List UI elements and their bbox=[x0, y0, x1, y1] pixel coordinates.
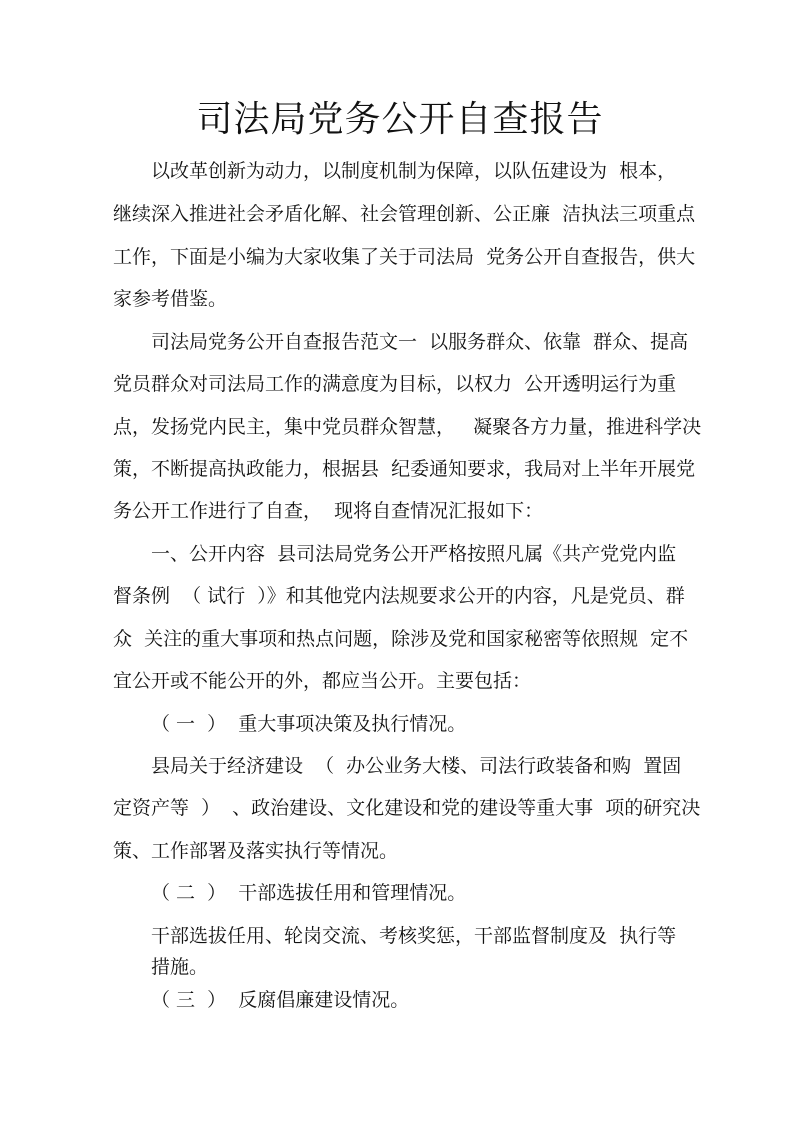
paragraph-line: 定资产等 ） 、政治建设、文化建设和党的建设等重大事 项的研究决 bbox=[113, 797, 701, 819]
paragraph-line: 众 关注的重大事项和热点问题，除涉及党和国家秘密等依照规 定不 bbox=[113, 628, 689, 650]
paragraph-line: 司法局党务公开自查报告范文一 以服务群众、依靠 群众、提高 bbox=[151, 331, 689, 353]
paragraph-line: 以改革创新为动力，以制度机制为保障，以队伍建设为 根本， bbox=[151, 160, 677, 182]
section-heading: （ 一 ） 重大事项决策及执行情况。 bbox=[151, 713, 467, 735]
paragraph-line: 一、公开内容 县司法局党务公开严格按照凡属《共产党党内监 bbox=[151, 543, 677, 565]
paragraph-line: 县局关于经济建设 （ 办公业务大楼、司法行政装备和购 置固 bbox=[151, 755, 682, 777]
paragraph-line: 务公开工作进行了自查， 现将自查情况汇报如下： bbox=[113, 500, 544, 522]
paragraph-line: 干部选拔任用、轮岗交流、考核奖惩，干部监督制度及 执行等 bbox=[151, 925, 677, 947]
paragraph-line: 策，不断提高执政能力，根据县 纪委通知要求，我局对上半年开展党 bbox=[113, 458, 696, 480]
paragraph-line: 点，发扬党内民主，集中党员群众智慧， 凝聚各方力量，推进科学决 bbox=[113, 416, 702, 438]
paragraph-line: 宜公开或不能公开的外，都应当公开。主要包括： bbox=[113, 670, 532, 692]
paragraph-line: 继续深入推进社会矛盾化解、社会管理创新、公正廉 洁执法三项重点 bbox=[113, 203, 696, 225]
paragraph-line: 党员群众对司法局工作的满意度为目标，以权力 公开透明运行为重 bbox=[113, 373, 677, 395]
document-title: 司法局党务公开自查报告 bbox=[196, 99, 604, 140]
section-heading: （ 三 ） 反腐倡廉建设情况。 bbox=[151, 989, 410, 1011]
paragraph-line: 措施。 bbox=[151, 956, 209, 978]
paragraph-line: 工作，下面是小编为大家收集了关于司法局 党务公开自查报告，供大 bbox=[113, 246, 696, 268]
paragraph-line: 督条例 （ 试行 ）》和其他党内法规要求公开的内容，凡是党员、群 bbox=[113, 585, 685, 607]
section-heading: （ 二 ） 干部选拔任用和管理情况。 bbox=[151, 882, 467, 904]
paragraph-line: 策、工作部署及落实执行等情况。 bbox=[113, 840, 399, 862]
paragraph-line: 家参考借鉴。 bbox=[113, 288, 228, 310]
